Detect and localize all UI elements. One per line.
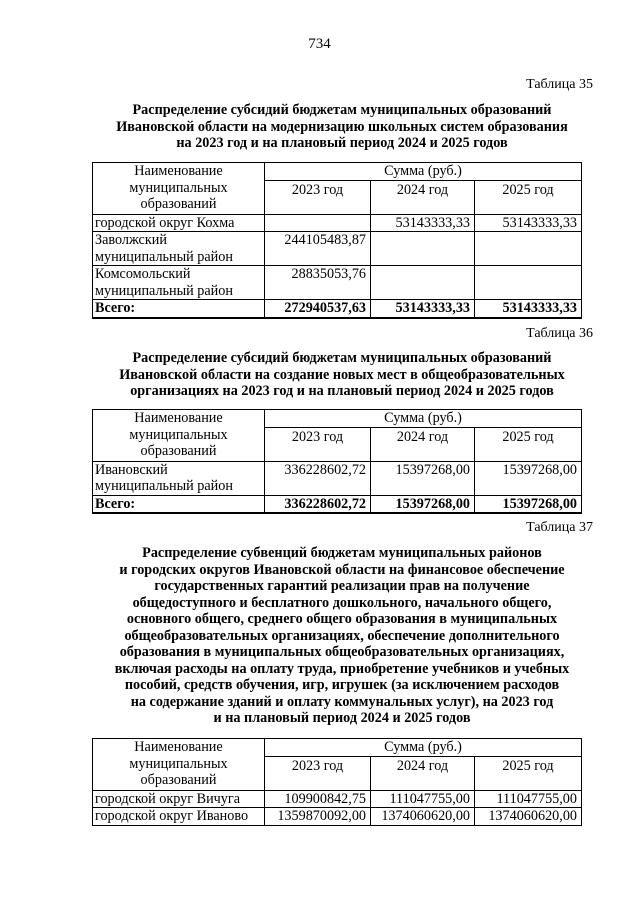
value-2024: 53143333,33 [371, 214, 475, 232]
title-line: и на плановый период 2024 и 2025 годов [213, 710, 471, 726]
value-2023 [265, 214, 371, 232]
table-title [92, 350, 592, 400]
header-line: муниципальных [129, 426, 228, 443]
title-line: Распределение субвенций бюджетам муниципальных районов [142, 545, 542, 561]
page-number: 734 [308, 36, 331, 52]
total-2024: 15397268,00 [371, 495, 475, 513]
value-2024 [371, 266, 475, 300]
header-sum-cell: Сумма (руб.) [265, 739, 582, 757]
row-name [93, 232, 265, 266]
value-2025 [475, 232, 582, 266]
table-title [92, 102, 592, 152]
row-name-line: Комсомольский [95, 266, 191, 282]
value-2024 [371, 232, 475, 266]
header-name-cell [93, 163, 265, 215]
total-row [93, 495, 582, 513]
value-2024: 1374060620,00 [371, 808, 475, 826]
year-2025: 2025 год [475, 180, 582, 214]
value-2025: 1374060620,00 [475, 808, 582, 826]
year-2025: 2025 год [475, 756, 582, 790]
header-line: образований [140, 772, 217, 788]
value-2024: 15397268,00 [371, 461, 475, 495]
title-line: образования в муниципальных общеобразовательных организациях, [119, 644, 565, 660]
title-line: Распределение субсидий бюджетам муниципальных образований [132, 102, 552, 118]
value-2025: 15397268,00 [475, 461, 582, 495]
table-label: Таблица 36 [526, 326, 593, 341]
table-row [93, 808, 582, 826]
value-2023: 109900842,75 [265, 790, 371, 808]
title-line: основного общего, среднего общего образования в муниципальных [126, 611, 558, 627]
title-line: общеобразовательных организациях, обеспечение дополнительного [124, 627, 560, 644]
table-header-row [93, 739, 582, 757]
total-2025: 15397268,00 [475, 495, 582, 513]
header-sum-cell: Сумма (руб.) [265, 410, 582, 428]
row-name-line: Ивановский [95, 461, 168, 478]
row-name [93, 266, 265, 300]
table-row [93, 790, 582, 808]
header-line: Наименование [134, 163, 223, 179]
row-name-line: муниципальный район [95, 282, 233, 299]
header-line: Наименование [134, 410, 223, 426]
header-line: муниципальных [129, 179, 228, 196]
title-line: Ивановской области на создание новых мест в общеобразовательных [119, 366, 565, 383]
year-2024: 2024 год [371, 756, 475, 790]
total-2023: 336228602,72 [265, 495, 371, 513]
title-line: включая расходы на оплату труда, приобретение учебников и учебных [114, 660, 570, 677]
header-sum-cell: Сумма (руб.) [265, 163, 582, 181]
table-header-row [93, 163, 582, 181]
year-2023: 2023 год [265, 180, 371, 214]
table-header-row [93, 410, 582, 428]
title-line: организациях на 2023 год и на плановый период 2024 и 2025 годов [130, 383, 554, 399]
row-name-line: муниципальный район [95, 478, 233, 494]
value-2023: 1359870092,00 [265, 808, 371, 826]
value-2024: 111047755,00 [371, 790, 475, 808]
year-2024: 2024 год [371, 427, 475, 461]
header-line: муниципальных [129, 755, 228, 772]
title-line: общедоступного и бесплатного дошкольного, начального общего, [132, 594, 552, 611]
row-name: городской округ Иваново [93, 808, 265, 826]
value-2023: 28835053,76 [265, 266, 371, 300]
header-line: Наименование [134, 739, 223, 755]
title-line: на содержание зданий и оплату коммунальных услуг), на 2023 год [130, 693, 554, 710]
value-2025: 111047755,00 [475, 790, 582, 808]
header-line: образований [140, 443, 217, 459]
row-name: городской округ Кохма [93, 214, 265, 232]
total-2025: 53143333,33 [475, 300, 582, 318]
budget-table [92, 162, 582, 319]
budget-table [92, 409, 582, 514]
table-label: Таблица 35 [526, 77, 593, 92]
row-name-line: муниципальный район [95, 248, 233, 265]
year-2024: 2024 год [371, 180, 475, 214]
budget-table [92, 738, 582, 826]
table-row [93, 214, 582, 232]
row-name [93, 461, 265, 495]
title-line: Ивановской области на модернизацию школьных систем образования [116, 118, 568, 135]
table-row [93, 266, 582, 300]
year-2023: 2023 год [265, 427, 371, 461]
total-2024: 53143333,33 [371, 300, 475, 318]
year-2023: 2023 год [265, 756, 371, 790]
value-2023: 244105483,87 [265, 232, 371, 266]
row-name: городской округ Вичуга [93, 790, 265, 808]
value-2025 [475, 266, 582, 300]
total-label: Всего: [93, 495, 265, 513]
table-row [93, 232, 582, 266]
title-line: государственных гарантий реализации прав на получение [154, 578, 530, 594]
total-label: Всего: [93, 300, 265, 318]
header-name-cell [93, 410, 265, 462]
value-2023: 336228602,72 [265, 461, 371, 495]
title-line: пособий, средств обучения, игр, игрушек (за исключением расходов [124, 677, 560, 693]
table-label: Таблица 37 [526, 520, 593, 535]
title-line: Распределение субсидий бюджетам муниципальных образований [132, 350, 552, 366]
header-name-cell [93, 739, 265, 791]
year-2025: 2025 год [475, 427, 582, 461]
total-row [93, 300, 582, 318]
value-2025: 53143333,33 [475, 214, 582, 232]
title-line: на 2023 год и на плановый период 2024 и 2025 годов [176, 135, 508, 151]
table-row [93, 461, 582, 495]
row-name-line: Заволжский [95, 232, 167, 248]
title-line: и городских округов Ивановской области на финансовое обеспечение [119, 561, 565, 578]
total-2023: 272940537,63 [265, 300, 371, 318]
header-line: образований [140, 196, 217, 212]
table-title [92, 545, 592, 727]
